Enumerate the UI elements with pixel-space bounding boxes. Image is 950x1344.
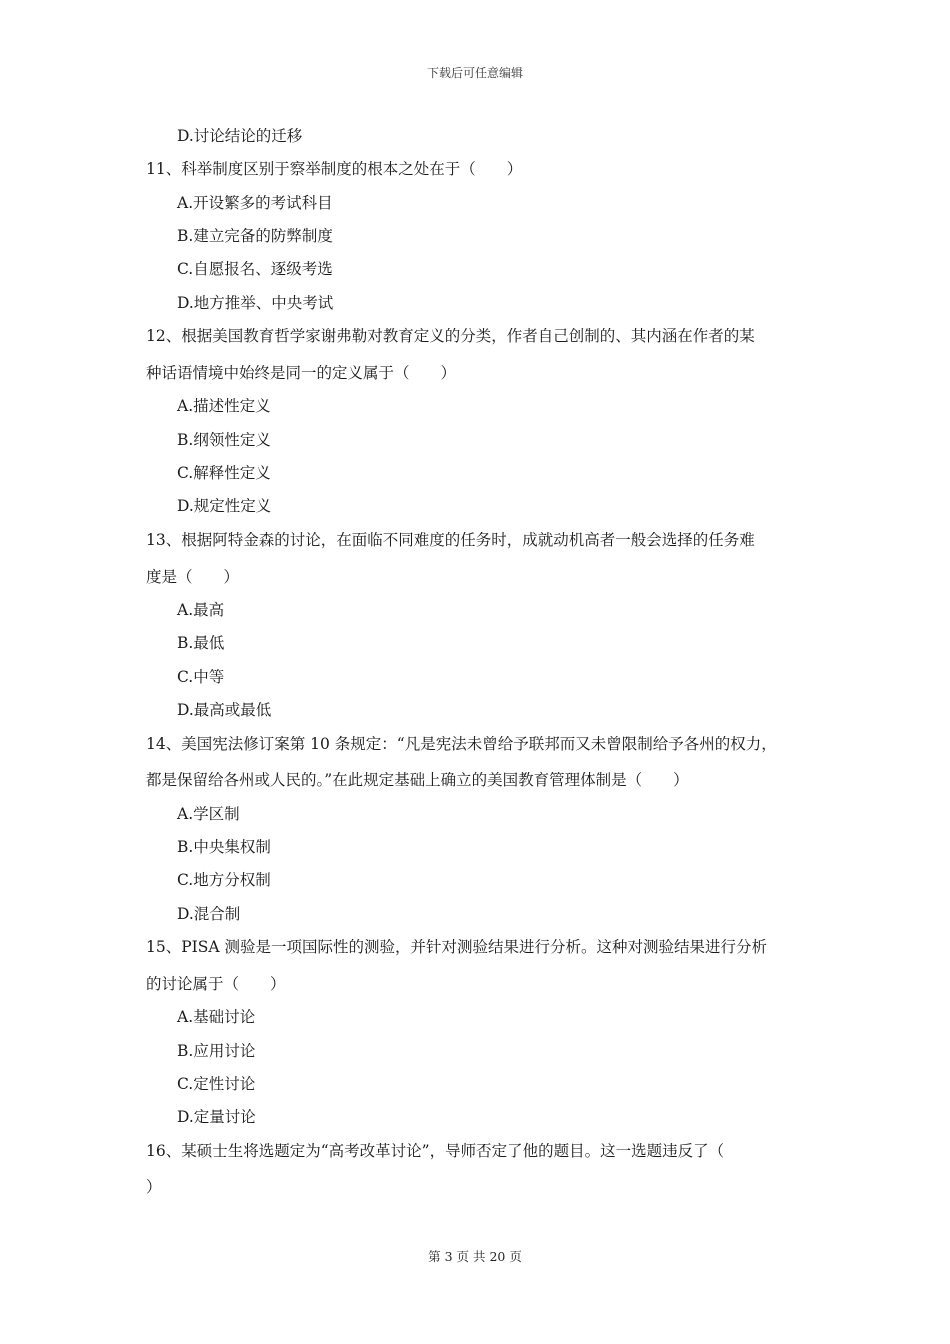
- question-line: 都是保留给各州或人民的。”在此规定基础上确立的美国教育管理体制是（ ）: [146, 771, 689, 789]
- option-line: D.定量讨论: [177, 1108, 256, 1126]
- page-footer: 第 3 页 共 20 页: [428, 1249, 522, 1264]
- option-line: D.讨论结论的迁移: [177, 127, 303, 145]
- question-line: 的讨论属于（ ）: [146, 975, 286, 993]
- page-header: 下载后可任意编辑: [426, 66, 523, 80]
- question-line: 11、科举制度区别于察举制度的根本之处在于（ ）: [146, 160, 523, 178]
- option-line: D.混合制: [177, 905, 241, 923]
- option-line: C.地方分权制: [177, 871, 271, 889]
- option-line: B.纲领性定义: [177, 431, 271, 449]
- option-line: A.开设繁多的考试科目: [177, 194, 333, 212]
- question-line: 13、根据阿特金森的讨论，在面临不同难度的任务时，成就动机高者一般会选择的任务难: [146, 531, 755, 549]
- option-line: C.中等: [177, 668, 225, 686]
- option-line: C.定性讨论: [177, 1075, 256, 1093]
- option-line: A.最高: [177, 601, 225, 619]
- option-line: D.规定性定义: [177, 497, 272, 515]
- question-line: 度是（ ）: [146, 568, 240, 586]
- question-line: 种话语情境中始终是同一的定义属于（ ）: [146, 364, 457, 382]
- option-line: C.自愿报名、逐级考选: [177, 260, 333, 278]
- option-line: D.最高或最低: [177, 701, 272, 719]
- option-line: A.基础讨论: [177, 1008, 256, 1026]
- option-line: D.地方推举、中央考试: [177, 294, 334, 312]
- option-line: B.应用讨论: [177, 1042, 256, 1060]
- option-line: A.学区制: [177, 805, 240, 823]
- question-line: 16、某硕士生将选题定为“高考改革讨论”，导师否定了他的题目。这一选题违反了（: [146, 1142, 725, 1160]
- option-line: A.描述性定义: [177, 397, 271, 415]
- question-line: 15、PISA 测验是一项国际性的测验，并针对测验结果进行分析。这种对测验结果进行分析: [146, 938, 768, 956]
- question-line: ）: [146, 1178, 162, 1196]
- question-line: 12、根据美国教育哲学家谢弗勒对教育定义的分类，作者自己创制的、其内涵在作者的某: [146, 327, 755, 345]
- option-line: B.中央集权制: [177, 838, 271, 856]
- option-line: C.解释性定义: [177, 464, 271, 482]
- option-line: B.最低: [177, 634, 225, 652]
- option-line: B.建立完备的防弊制度: [177, 227, 333, 245]
- question-line: 14、美国宪法修订案第 10 条规定：“凡是宪法未曾给予联邦而又未曾限制给予各州的权力，: [146, 735, 777, 753]
